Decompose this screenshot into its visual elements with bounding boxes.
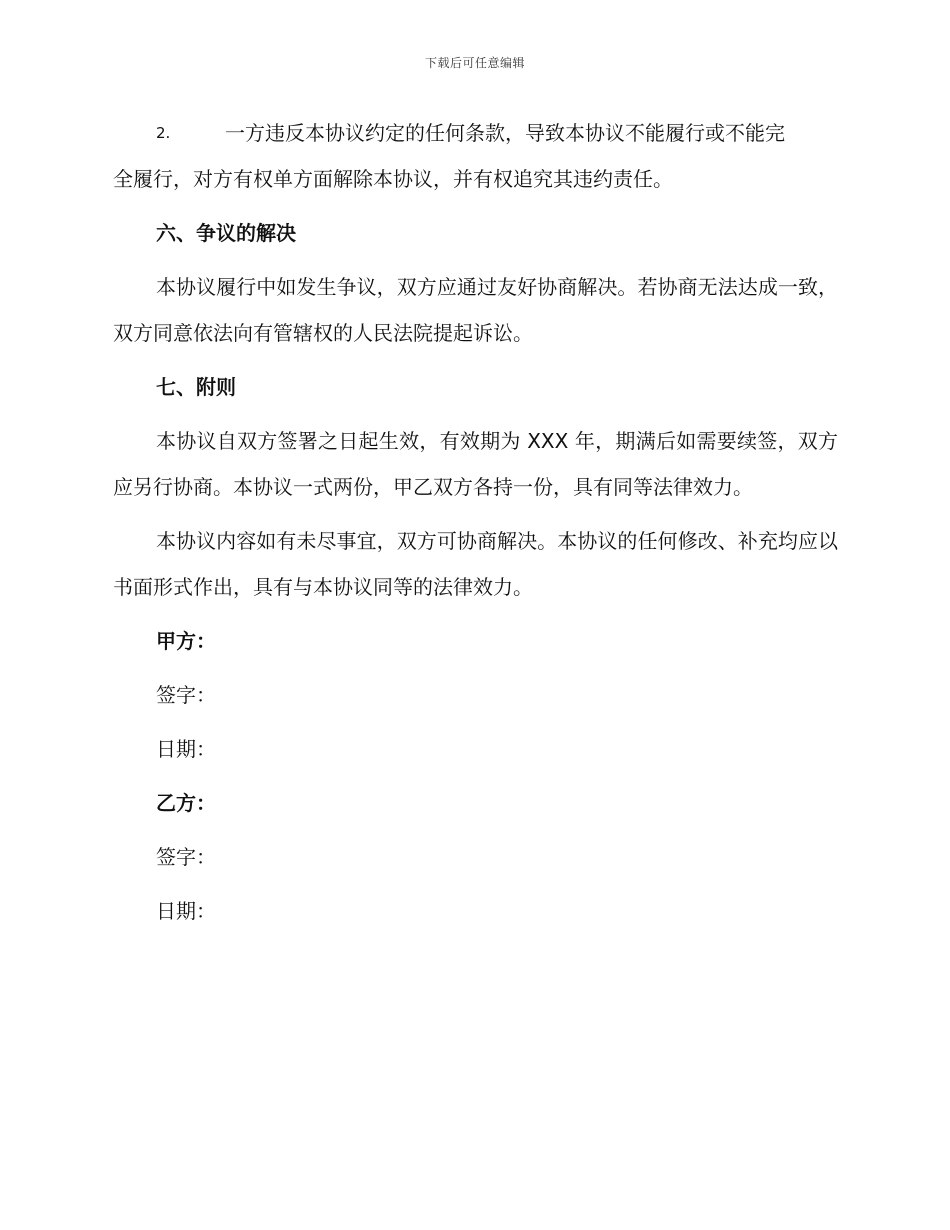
section-6-body: 本协议履行中如发生争议，双方应通过友好协商解决。若协商无法达成一致，双方同意依法向有管辖权的人民法院提起诉讼。 <box>113 275 838 345</box>
clause-2-line2: 全履行，对方有权单方面解除本协议，并有权追究其违约责任。 <box>113 167 673 191</box>
section-7-para2: 本协议内容如有未尽事宜，双方可协商解决。本协议的任何修改、补充均应以书面形式作出，具有与本协议同等的法律效力。 <box>113 529 838 599</box>
clause-2-line1: 一方违反本协议约定的任何条款，导致本协议不能履行或不能完 <box>225 121 785 145</box>
party-a-date: 日期： <box>156 737 216 761</box>
document-body <box>113 110 838 942</box>
party-b-label: 乙方： <box>156 791 216 815</box>
party-a-sign: 签字： <box>156 683 216 707</box>
clause-2-number: 2. <box>156 124 171 142</box>
section-6-heading: 六、争议的解决 <box>156 221 296 245</box>
page-header: 下载后可任意编辑 <box>424 56 525 70</box>
party-a-label: 甲方： <box>156 629 216 653</box>
section-7-para1: 本协议自双方签署之日起生效，有效期为 XXX 年，期满后如需要续签，双方应另行协商。本协议一式两份，甲乙双方各持一份，具有同等法律效力。 <box>113 429 838 499</box>
party-b-sign: 签字： <box>156 845 216 869</box>
party-b-date: 日期： <box>156 899 216 923</box>
section-7-heading: 七、附则 <box>156 375 236 399</box>
clause-2 <box>113 110 838 156</box>
